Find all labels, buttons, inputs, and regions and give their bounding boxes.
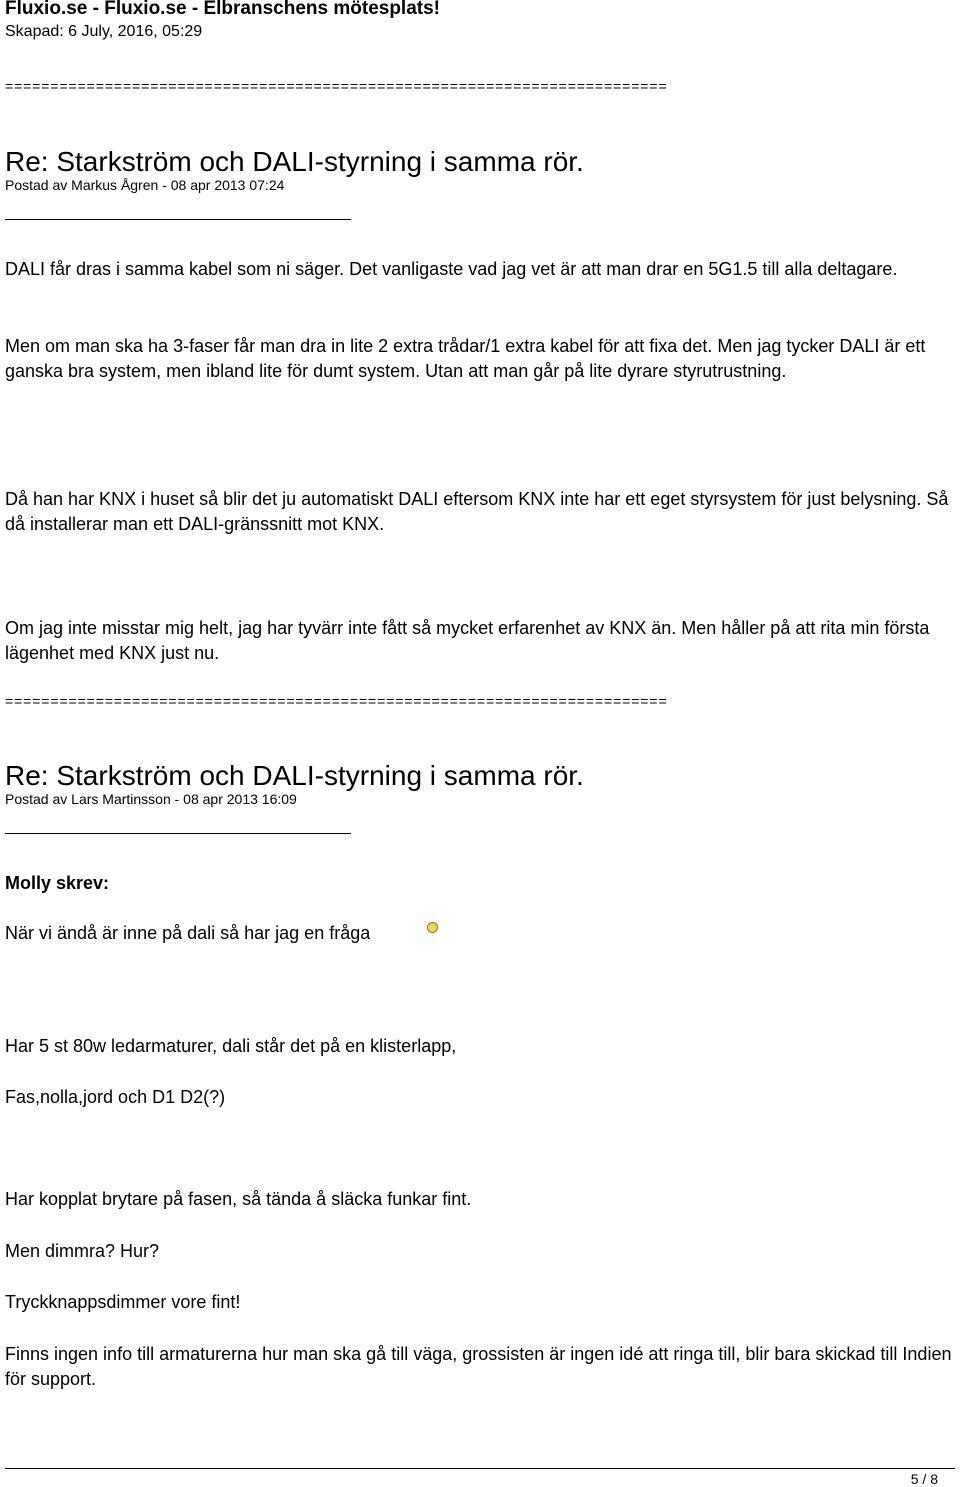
post-paragraph: När vi ändå är inne på dali så har jag en fråga bbox=[5, 923, 371, 943]
post-paragraph: DALI får dras i samma kabel som ni säger. Det vanligaste vad jag vet är att man drar en 5G1.5 till alla deltagare. bbox=[5, 259, 898, 279]
post-paragraph: Men dimmra? Hur? bbox=[5, 1241, 160, 1261]
separator: ========================================================================= bbox=[5, 693, 668, 709]
quote-author: Molly skrev: bbox=[5, 873, 110, 893]
post-divider bbox=[5, 833, 351, 834]
post-paragraph: Har kopplat brytare på fasen, så tända å släcka funkar fint. bbox=[5, 1189, 472, 1209]
post-title: Re: Starkström och DALI-styrning i samma rör. bbox=[5, 146, 584, 177]
post-paragraph: Då han har KNX i huset så blir det ju automatiskt DALI eftersom KNX inte har ett eget styrsystem för just belysning. Så då installerar man ett DALI-gränssnitt mot KNX. bbox=[5, 489, 949, 534]
post-paragraph: Tryckknappsdimmer vore fint! bbox=[5, 1292, 241, 1312]
post-paragraph: Har 5 st 80w ledarmaturer, dali står det på en klisterlapp, bbox=[5, 1036, 457, 1056]
post-paragraph: Om jag inte misstar mig helt, jag har tyvärr inte fått så mycket erfarenhet av KNX än. Men håller på att rita min första lägenhet med KNX just nu. bbox=[5, 618, 930, 663]
post-paragraph: Fas,nolla,jord och D1 D2(?) bbox=[5, 1087, 226, 1107]
footer-divider bbox=[5, 1468, 955, 1469]
post-paragraph: Finns ingen info till armaturerna hur man ska gå till väga, grossisten är ingen idé att ringa till, blir bara skickad till Indien för support. bbox=[5, 1344, 952, 1389]
post-paragraph: Men om man ska ha 3-faser får man dra in lite 2 extra trådar/1 extra kabel för att fixa det. Men jag tycker DALI är ett ganska bra system, men ibland lite för dumt system. Utan att man går på lite dyrare styrutrustning. bbox=[5, 336, 926, 381]
smiley-icon bbox=[427, 922, 438, 933]
post-title: Re: Starkström och DALI-styrning i samma rör. bbox=[5, 760, 584, 791]
created-date: Skapad: 6 July, 2016, 05:29 bbox=[5, 23, 203, 40]
post-divider bbox=[5, 219, 351, 220]
post-meta: Postad av Lars Martinsson - 08 apr 2013 16:09 bbox=[5, 791, 297, 807]
site-title: Fluxio.se - Fluxio.se - Elbranschens mötesplats! bbox=[5, 0, 440, 19]
separator: ========================================================================= bbox=[5, 78, 668, 94]
page-indicator: 5 / 8 bbox=[910, 1471, 938, 1487]
post-meta: Postad av Markus Ågren - 08 apr 2013 07:24 bbox=[5, 177, 285, 193]
